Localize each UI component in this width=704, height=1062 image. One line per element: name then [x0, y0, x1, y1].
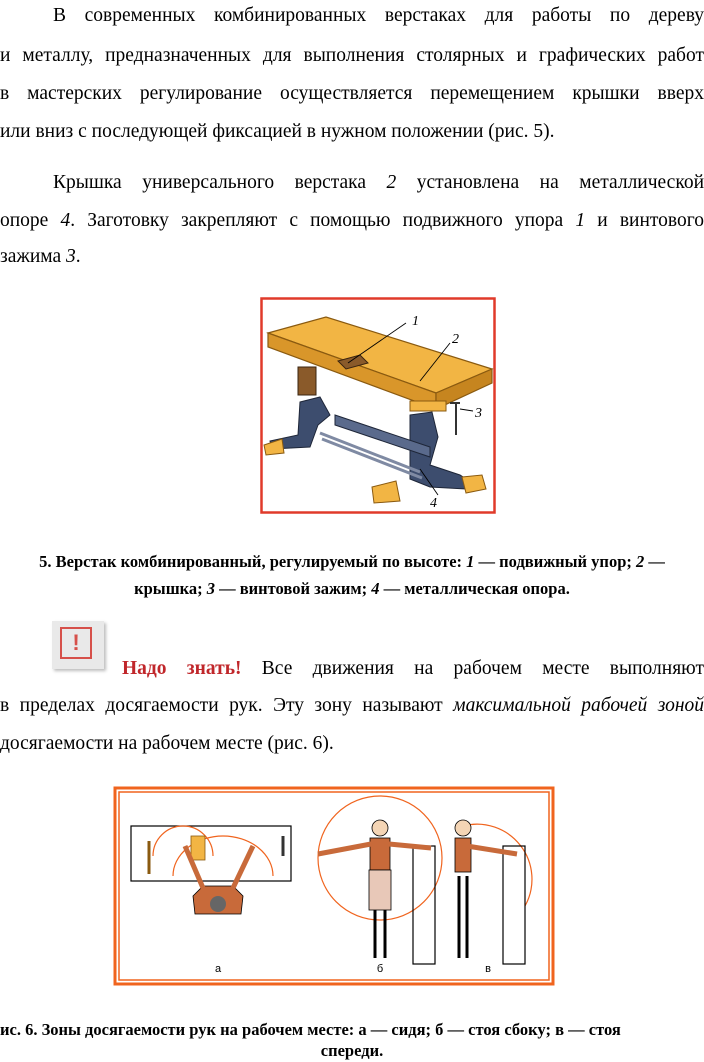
figure-5-label-4: 4 [430, 496, 437, 511]
figure-6-label-b: б [376, 963, 384, 975]
figure-6-reach-zones [113, 786, 555, 986]
note-line-2: в пределах досягаемости рук. Эту зону называют максимальной рабочей зоной [0, 695, 704, 716]
figure-5-label-3: 3 [475, 406, 482, 421]
figure-5-label-2: 2 [452, 332, 459, 347]
figure-5-label-1: 1 [412, 314, 419, 329]
note-label: Надо знать! [122, 658, 242, 679]
figure-6-label-a: а [214, 963, 222, 975]
figure-5-caption-line-1: 5. Верстак комбинированный, регулируемый по высоте: 1 — подвижный упор; 2 — [39, 552, 665, 571]
exclamation-icon: ! [60, 627, 92, 659]
paragraph-2-line-1: Крышка универсального верстака 2 установлена на металлической [53, 172, 704, 193]
figure-6-label-c: в [485, 963, 491, 975]
paragraph-1-line-2: и металлу, предназначенных для выполнения столярных и графических работ [0, 45, 704, 66]
figure-6-caption-line-1: ис. 6. Зоны досягаемости рук на рабочем месте: а — сидя; б — стоя сбоку; в — стоя [0, 1020, 621, 1039]
note-line-1: Надо знать! Все движения на рабочем месте выполняют [122, 658, 704, 679]
paragraph-2-line-2: опоре 4. Заготовку закрепляют с помощью подвижного упора 1 и винтового [0, 210, 704, 231]
paragraph-1-line-4: или вниз с последующей фиксацией в нужном положении (рис. 5). [0, 121, 555, 142]
paragraph-1-line-3: в мастерских регулирование осуществляется перемещением крышки вверх [0, 83, 704, 104]
figure-6-caption-line-2: спереди. [320, 1041, 384, 1060]
paragraph-2-line-3: зажима 3. [0, 246, 81, 267]
figure-5-workbench [260, 297, 496, 514]
figure-5-caption-line-2: крышка; 3 — винтовой зажим; 4 — металлическая опора. [134, 579, 570, 598]
paragraph-1-line-1: В современных комбинированных верстаках для работы по дереву [53, 5, 704, 26]
note-line-3: досягаемости на рабочем месте (рис. 6). [0, 733, 334, 754]
